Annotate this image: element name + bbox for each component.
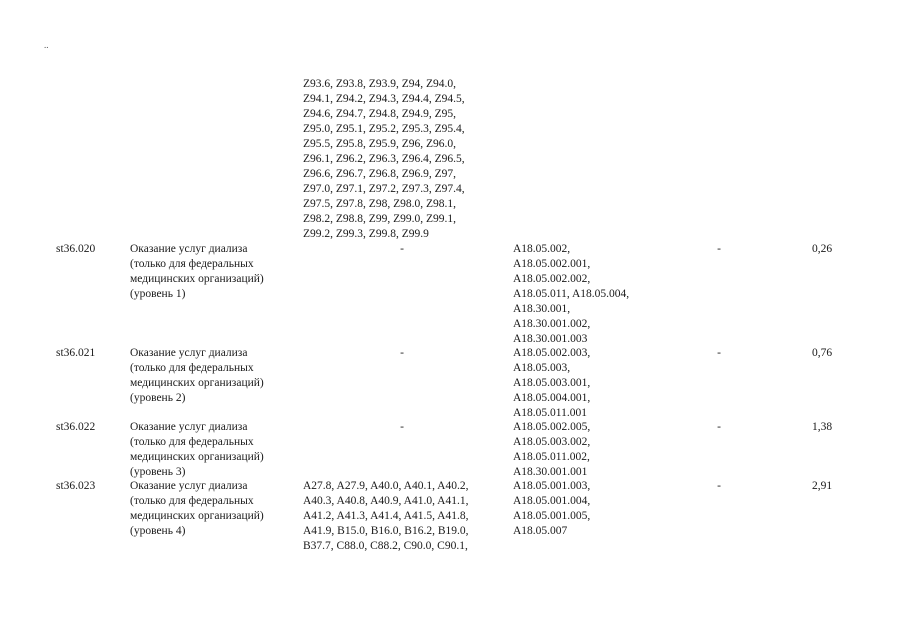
- name-line: медицинских организаций): [130, 273, 264, 285]
- service-line: A18.05.001.003,: [513, 480, 591, 492]
- name-line: (уровень 3): [130, 466, 186, 478]
- service-line: A18.05.004.001,: [513, 392, 591, 404]
- row-other: -: [717, 347, 721, 359]
- code-line: Z94.1, Z94.2, Z94.3, Z94.4, Z94.5,: [303, 93, 465, 105]
- row-code: st36.022: [56, 421, 96, 433]
- service-line: A18.30.001,: [513, 303, 571, 315]
- service-line: A18.05.002.001,: [513, 258, 591, 270]
- row-name: [130, 420, 264, 480]
- row-services: [513, 346, 590, 421]
- name-line: Оказание услуг диализа: [130, 421, 248, 433]
- code-line: A27.8, A27.9, A40.0, A40.1, A40.2,: [303, 480, 469, 492]
- name-line: (уровень 2): [130, 392, 186, 404]
- row-code: st36.021: [56, 347, 96, 359]
- service-line: A18.05.003,: [513, 362, 571, 374]
- code-line: B37.7, C88.0, C88.2, C90.0, C90.1,: [303, 540, 468, 552]
- name-line: Оказание услуг диализа: [130, 243, 248, 255]
- name-line: медицинских организаций): [130, 451, 264, 463]
- code-line: Z95.0, Z95.1, Z95.2, Z95.3, Z95.4,: [303, 123, 465, 135]
- service-line: A18.30.001.002,: [513, 318, 591, 330]
- row-services: [513, 420, 590, 480]
- code-line: Z96.1, Z96.2, Z96.3, Z96.4, Z96.5,: [303, 153, 465, 165]
- name-line: (только для федеральных: [130, 495, 254, 507]
- row-other: -: [717, 421, 721, 433]
- row-name: [130, 242, 264, 302]
- row-diagnoses: -: [400, 243, 404, 255]
- row-diagnoses: [303, 479, 469, 554]
- code-line: Z98.2, Z98.8, Z99, Z99.0, Z99.1,: [303, 213, 456, 225]
- page-mark: ..: [44, 40, 49, 50]
- row-coefficient: 1,38: [812, 421, 833, 433]
- service-line: A18.05.007: [513, 525, 568, 537]
- code-line: Z95.5, Z95.8, Z95.9, Z96, Z96.0,: [303, 138, 456, 150]
- code-line: Z94.6, Z94.7, Z94.8, Z94.9, Z95,: [303, 108, 456, 120]
- service-line: A18.30.001.003: [513, 333, 588, 345]
- service-line: A18.05.002,: [513, 243, 571, 255]
- service-line: A18.05.011.002,: [513, 451, 590, 463]
- name-line: (только для федеральных: [130, 258, 254, 270]
- name-line: (уровень 4): [130, 525, 186, 537]
- row-coefficient: 0,76: [812, 347, 833, 359]
- code-line: Z96.6, Z96.7, Z96.8, Z96.9, Z97,: [303, 168, 456, 180]
- row-name: [130, 346, 264, 406]
- name-line: Оказание услуг диализа: [130, 480, 248, 492]
- row-services: [513, 479, 590, 539]
- name-line: (только для федеральных: [130, 362, 254, 374]
- service-line: A18.05.002.005,: [513, 421, 591, 433]
- code-line: Z93.6, Z93.8, Z93.9, Z94, Z94.0,: [303, 78, 456, 90]
- row-diagnoses: -: [400, 421, 404, 433]
- service-line: A18.05.003.001,: [513, 377, 591, 389]
- name-line: медицинских организаций): [130, 510, 264, 522]
- code-line: A41.9, B15.0, B16.0, B16.2, B19.0,: [303, 525, 469, 537]
- service-line: A18.30.001.001: [513, 466, 588, 478]
- service-line: A18.05.002.002,: [513, 273, 591, 285]
- code-line: Z97.0, Z97.1, Z97.2, Z97.3, Z97.4,: [303, 183, 465, 195]
- name-line: Оказание услуг диализа: [130, 347, 248, 359]
- service-line: A18.05.011.001: [513, 407, 588, 419]
- service-line: A18.05.011, A18.05.004,: [513, 288, 630, 300]
- name-line: медицинских организаций): [130, 377, 264, 389]
- service-line: A18.05.001.004,: [513, 495, 591, 507]
- row-code: st36.020: [56, 243, 96, 255]
- row-name: [130, 479, 264, 539]
- code-line: Z97.5, Z97.8, Z98, Z98.0, Z98.1,: [303, 198, 456, 210]
- code-line: Z99.2, Z99.3, Z99.8, Z99.9: [303, 228, 429, 240]
- continuation-diagnosis-codes: [303, 77, 465, 242]
- service-line: A18.05.001.005,: [513, 510, 591, 522]
- row-other: -: [717, 243, 721, 255]
- name-line: (уровень 1): [130, 288, 186, 300]
- service-line: A18.05.003.002,: [513, 436, 591, 448]
- row-coefficient: 0,26: [812, 243, 833, 255]
- service-line: A18.05.002.003,: [513, 347, 591, 359]
- code-line: A41.2, A41.3, A41.4, A41.5, A41.8,: [303, 510, 469, 522]
- row-other: -: [717, 480, 721, 492]
- row-code: st36.023: [56, 480, 96, 492]
- row-services: [513, 242, 629, 347]
- row-diagnoses: -: [400, 347, 404, 359]
- name-line: (только для федеральных: [130, 436, 254, 448]
- code-line: A40.3, A40.8, A40.9, A41.0, A41.1,: [303, 495, 469, 507]
- row-coefficient: 2,91: [812, 480, 833, 492]
